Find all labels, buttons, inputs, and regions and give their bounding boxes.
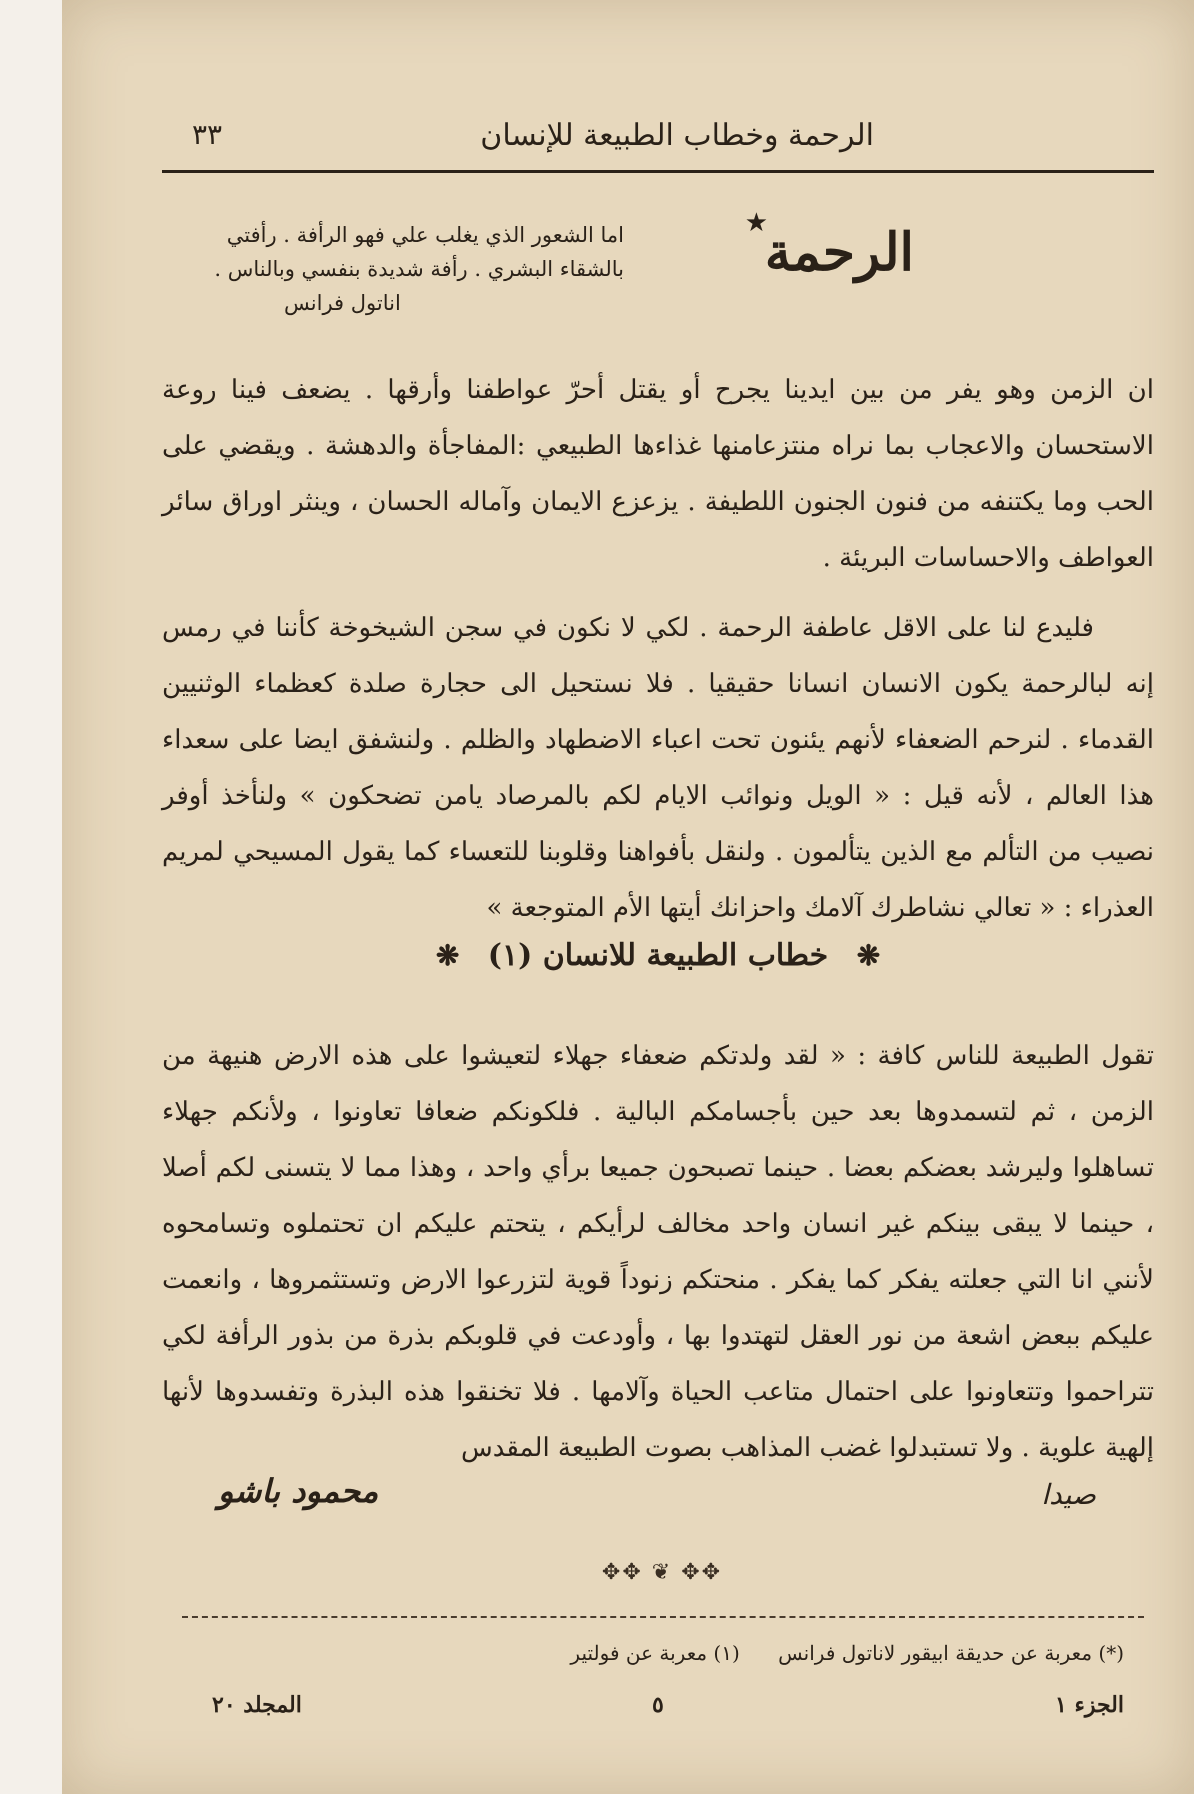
footnote-one: (١) معربة عن فولتير — [570, 1641, 740, 1665]
page-footer — [162, 1692, 1154, 1728]
running-head — [162, 118, 1154, 158]
epigraph-text: اما الشعور الذي يغلب علي فهو الرأفة . رأفتي بالشقاء البشري . رأفة شديدة بنفسي وبالناس . — [214, 223, 624, 281]
footnote-star: (*) معربة عن حديقة ابيقور لاناتول فرانس — [778, 1641, 1124, 1665]
paragraph-3: تقول الطبيعة للناس كافة : « لقد ولدتكم ضعفاء جهلاء لتعيشوا على هذه الارض هنيهة من الزمن ، ثم لتسمدوها بعد حين بأجسامكم البالية . فلكونكم ضعافا تعاونوا ، ولأنكم جهلاء تساهلوا وليرشد بعضكم بعضا . حينما تصبحون جميعا برأي واحد ، وهذا مما لا يتسنى لكم أصلا ، حينما لا يبقى بينكم غير انسان واحد مخالف لرأيكم ، يتحتم عليكم ان تحتملوه وتسامحوه لأنني انا التي جعلته يفكر كما يفكر . منحتكم زنوداً قوية لتزرعوا الارض وتستثمروها ، وانعمت عليكم ببعض اشعة من نور العقل لتهتدوا بها ، وأودعت في قلوبكم بذرة من بذور الرأفة لكي تتراحموا وتتعاونوا على احتمال متاعب الحياة وآلامها . فلا تخنقوا هذه البذرة وتفسدوها لأنها إلهية علوية . ولا تستبدلوا غضب المذاهب بصوت الطبيعة المقدس — [162, 1041, 1154, 1463]
article-title: الرحمة — [764, 222, 914, 283]
page-margin — [0, 0, 62, 1794]
place-signature: صيدا — [1041, 1478, 1096, 1511]
page-number: ٣٣ — [192, 118, 223, 151]
section-heading — [162, 938, 1154, 973]
signature-row — [162, 1472, 1154, 1532]
ornament-icon: ❋ — [435, 939, 460, 972]
ornament-icon: ❋ — [856, 939, 881, 972]
paragraph-1: ان الزمن وهو يفر من بين ايدينا يجرح أو يقتل أحرّ عواطفنا وأرقها . يضعف فينا روعة الاستحسان والاعجاب بما نراه منتزعامنها غذاءها الطبيعي :المفاجأة والدهشة . ويقضي على الحب وما يكتنفه من فنون الجنون اللطيفة . يزعزع الايمان وآماله الحسان ، وينثر اوراق سائر العواطف والاحساسات البريئة . — [162, 375, 1154, 573]
volume-number: المجلد ٢٠ — [212, 1692, 302, 1718]
epigraph-author: اناتول فرانس — [284, 291, 401, 315]
translator-signature: محمود باشو — [218, 1472, 379, 1510]
page-content — [162, 0, 1154, 1794]
running-title: الرحمة وخطاب الطبيعة للإنسان — [480, 118, 874, 153]
footnotes — [424, 1638, 1124, 1668]
header-rule — [162, 170, 1154, 173]
part-number: الجزء ١ — [1055, 1692, 1124, 1718]
section-title: خطاب الطبيعة للانسان (١) — [487, 938, 829, 973]
epigraph — [164, 218, 624, 320]
scanned-page — [62, 0, 1194, 1794]
title-footnote-mark: ★ — [744, 208, 768, 238]
sheet-number: ٥ — [652, 1692, 664, 1718]
footnote-rule — [182, 1616, 1144, 1620]
ornament-divider: ✥✥ ❦ ✥✥ — [601, 1560, 723, 1585]
paragraph-2: فليدع لنا على الاقل عاطفة الرحمة . لكي لا نكون في سجن الشيخوخة كأننا في رمس إنه لبالرحمة يكون الانسان انسانا حقيقيا . فلا نستحيل الى حجارة صلدة كعظماء الوثنيين القدماء . لنرحم الضعفاء لأنهم يئنون تحت اعباء الاضطهاد والظلم . ولنشفق ايضا على سعداء هذا العالم ، لأنه قيل : « الويل ونوائب الايام لكم بالمرصاد يامن تضحكون » ولنأخذ أوفر نصيب من التألم مع الذين يتألمون . ولنقل بأفواهنا وقلوبنا للتعساء كما يقول المسيحي لمريم العذراء : « تعالي نشاطرك آلامك واحزانك أيتها الأم المتوجعة » — [162, 613, 1154, 923]
